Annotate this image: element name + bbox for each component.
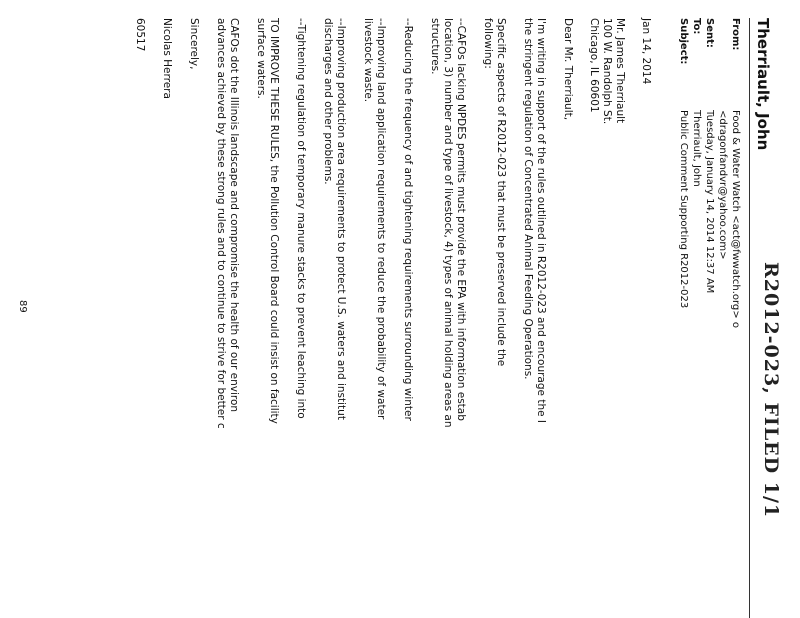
address-line-2: 100 W. Randolph St. [601,18,613,125]
subject-value: Public Comment Supporting R2012-023 [678,110,689,309]
intro-line-1: I'm writing in support of the rules outlined in R2012-023 and encourage the I [535,18,547,423]
header-divider [749,18,750,618]
closing-para-line-2: surface waters. [255,18,267,99]
bullet-4-line-2: discharges and other problems. [322,18,334,185]
to-value: Therriault, John [691,110,702,187]
letter-date: Jan 14, 2014 [640,18,652,85]
bullet-5-line-1: --Tightening regulation of temporary manure stacks to prevent leaching into [295,18,307,419]
bullet-4-line-1: --Improving production area requirements to protect U.S. waters and institut [335,18,347,420]
bullet-1-line-3: structures. [429,18,441,75]
from-email-value: <dragonfandvr@yahoo.com> [717,110,728,260]
bullet-3-line-2: livestock waste. [362,18,374,103]
signer-zip: 60517 [134,18,146,52]
sent-value: Tuesday, January 14, 2014 12:37 AM [704,110,715,294]
final-para-line-2: advances achieved by these strong rules and to continue to strive for better c [215,18,227,429]
bullet-1-line-2: location, 3) number and type of livestock, 4) types of animal holding areas an [442,18,454,428]
signoff: Sincerely, [188,18,200,70]
to-label: To: [691,18,702,35]
closing-para-line-1: TO IMPROVE THESE RULES, the Pollution Control Board could insist on facility [268,18,280,424]
aspects-line-2: following: [482,18,494,69]
address-line-3: Chicago, IL 60601 [588,18,600,113]
bullet-2-line-1: --Reducing the frequency of and tightening requirements surrounding winter [402,18,414,421]
bullet-3-line-1: --Improving land application requirements to reduce the probability of water [375,18,387,420]
filing-stamp: R2012-023, FILED 1/1 [760,262,782,519]
intro-line-2: the stringent regulation of Concentrated Animal Feeding Operations. [522,18,534,380]
bullet-1-line-1: --CAFOs lacking NPDES permits must provide the EPA with information estab [455,18,467,421]
page-number: 89 [17,300,28,313]
aspects-line-1: Specific aspects of R2012-023 that must be preserved include the [495,18,507,367]
sender-name-heading: Therriault, John [754,18,772,151]
address-line-1: Mr. James Therriault [614,18,626,124]
final-para-line-1: CAFOs dot the Illinois landscape and compromise the health of our environ [228,18,240,413]
from-value: Food & Water Watch <act@fwwatch.org> o [730,110,741,328]
from-label: From: [730,18,741,51]
subject-label: Subject: [678,18,689,65]
signer-name: Nicolas Herrera [161,18,173,99]
salutation: Dear Mr. Therriault, [562,18,574,121]
sent-label: Sent: [704,18,715,48]
